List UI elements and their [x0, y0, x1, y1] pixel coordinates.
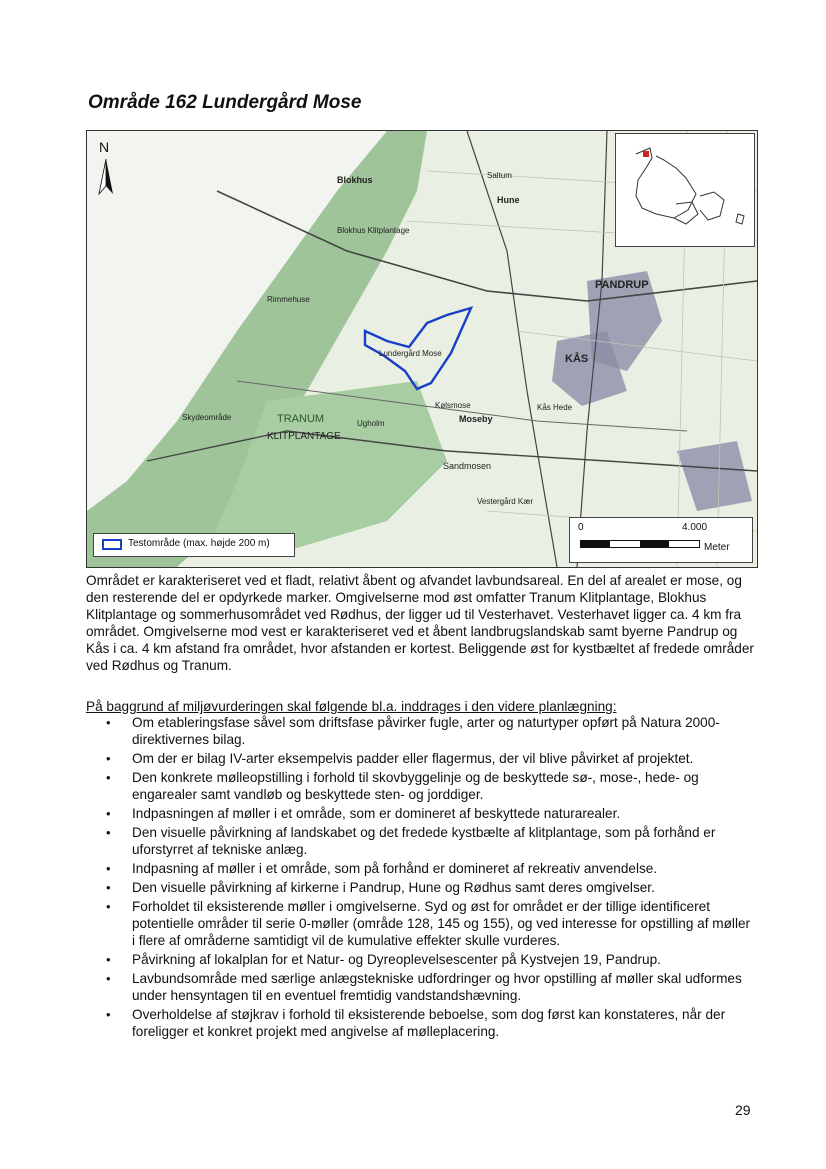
consideration-list — [86, 714, 756, 1042]
label-saltum: Saltum — [487, 171, 512, 180]
map-legend — [93, 533, 295, 557]
list-item: • Om der er bilag IV-arter eksempelvis padder eller flagermus, der vil blive påvirket af projektet. — [86, 750, 756, 767]
list-item: • Overholdelse af støjkrav i forhold til eksisterende beboelse, som dog først kan konstateres, når der foreligger et konkret projekt med angivelse af mølleplacering. — [86, 1006, 756, 1040]
label-kas-hede: Kås Hede — [537, 403, 573, 412]
label-rimmehuse: Rimmehuse — [267, 295, 310, 304]
label-hune: Hune — [497, 195, 520, 205]
page-title: Område 162 Lundergård Mose — [88, 92, 362, 113]
list-item: • Indpasningen af møller i et område, som er domineret af beskyttede naturarealer. — [86, 805, 756, 822]
list-item: • Lavbundsområde med særlige anlægstekniske udfordringer og hvor opstilling af møller skal udformes under hensyntagen til en eventuel fremtidig vandstandshævning. — [86, 970, 756, 1004]
label-sandmosen: Sandmosen — [443, 461, 492, 471]
list-heading: På baggrund af miljøvurderingen skal følgende bl.a. inddrages i den videre planlægning: — [86, 699, 617, 714]
list-item: • Den visuelle påvirkning af kirkerne i Pandrup, Hune og Rødhus samt deres omgivelser. — [86, 879, 756, 896]
label-vestergaard-kaer: Vestergård Kær — [477, 497, 534, 506]
description-paragraph: Området er karakteriseret ved et fladt, relativt åbent og afvandet lavbundsareal. En del af arealet er mose, og den resterende del er opdyrkede marker. Omgivelserne mod øst omfatter Tranum Klitplantage, Blokhus Klitplantage og sommerhusområdet ved Rødhus, der ligger ud til Vesterhavet. Vesterhavet ligger ca. 4 km fra området. Omgivelserne mod vest er karakteriseret ved et åbent landbrugslandskab samt byerne Pandrup og Kås i ca. 4 km afstand fra området, hvor afstanden er kortest. Beliggende øst for kystbæltet af fredede områder ved Rødhus og Tranum. — [86, 573, 754, 673]
label-tranum: TRANUM — [277, 413, 325, 425]
scale-unit: Meter — [704, 542, 730, 553]
label-klitplantage: KLITPLANTAGE — [267, 431, 341, 442]
scale-bar-graphic — [580, 540, 700, 548]
scale-bar — [569, 517, 753, 563]
label-pandrup: PANDRUP — [595, 279, 649, 291]
label-blokhus: Blokhus — [337, 175, 373, 185]
label-skydeomraade: Skydeområde — [182, 413, 232, 422]
label-ugholm: Ugholm — [357, 419, 385, 428]
label-blokhus-klitplantage: Blokhus Klitplantage — [337, 226, 410, 235]
label-moseby: Moseby — [459, 414, 493, 424]
list-item: • Den visuelle påvirkning af landskabet og det fredede kystbælte af klitplantage, som på forhånd er uforstyrret af tekniske anlæg. — [86, 824, 756, 858]
list-item: • Indpasning af møller i et område, som på forhånd er domineret af rekreativ anvendelse. — [86, 860, 756, 877]
label-kaas: KÅS — [565, 353, 589, 365]
list-item: • Påvirkning af lokalplan for et Natur- og Dyreoplevelsescenter på Kystvejen 19, Pandrup. — [86, 951, 756, 968]
scale-end: 4.000 — [682, 522, 708, 533]
north-arrow — [93, 139, 119, 199]
label-lundergaard-mose: Lundergård Mose — [379, 349, 442, 358]
town-southeast — [677, 441, 752, 511]
area-map — [86, 130, 758, 568]
legend-label: Testområde (max. højde 200 m) — [128, 538, 270, 549]
list-item: • Om etableringsfase såvel som driftsfase påvirker fugle, arter og naturtyper opført på Natura 2000-direktivernes bilag. — [86, 714, 756, 748]
overview-inset-map — [615, 133, 755, 247]
list-item: • Forholdet til eksisterende møller i omgivelserne. Syd og øst for området er der tillige identificeret potentielle områder til serie 0-møller (område 128, 145 og 155), og ved interesse for opstilling af møller i flere af områderne samtidigt vil de kumulative effekter skulle vurderes. — [86, 898, 756, 949]
legend-swatch — [102, 539, 122, 550]
list-item: • Den konkrete mølleopstilling i forhold til skovbyggelinje og de beskyttede sø-, mose-, hede- og engarealer samt vandløb og beskyttede sten- og jorddiger. — [86, 769, 756, 803]
north-label: N — [99, 139, 110, 155]
label-koelsmose: Kølsmose — [435, 401, 471, 410]
denmark-outline — [616, 134, 754, 246]
page-number: 29 — [735, 1102, 751, 1118]
scale-start: 0 — [578, 522, 584, 533]
